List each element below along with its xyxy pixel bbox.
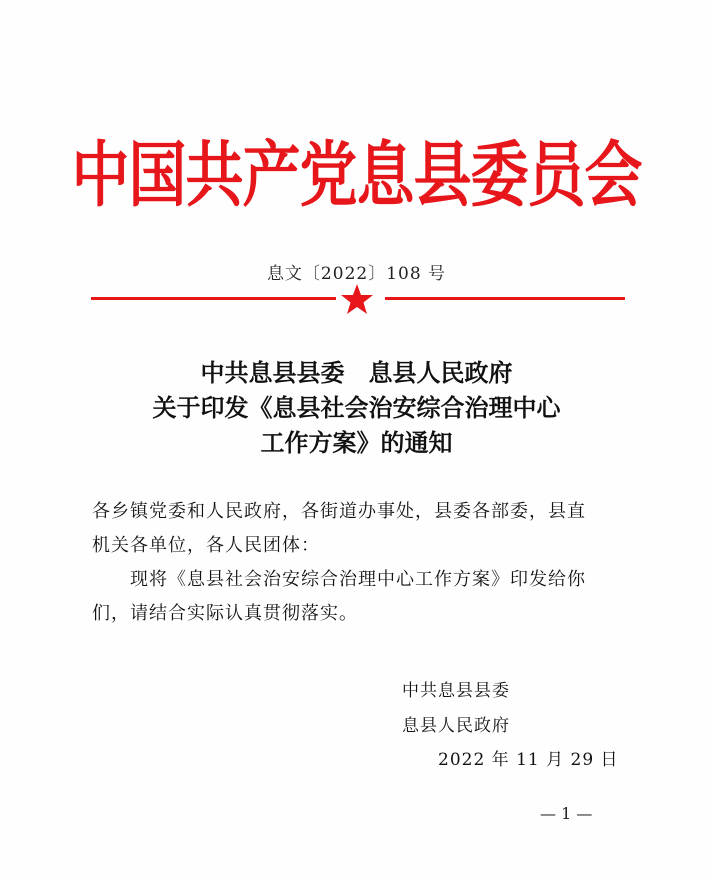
signer-government: 息县人民政府	[402, 716, 510, 736]
title-line-3: 工作方案》的通知	[260, 429, 453, 457]
addressee-line-2: 机关各单位，各人民团体：	[92, 535, 320, 556]
page-number: — 1 —	[540, 804, 593, 823]
red-divider-right	[385, 297, 625, 300]
title-line-2: 关于印发《息县社会治安综合治理中心	[152, 394, 561, 422]
content-line-1: 现将《息县社会治安综合治理中心工作方案》印发给你	[130, 569, 586, 590]
issue-date: 2022 年 11 月 29 日	[438, 750, 619, 770]
letterhead-org-name: 中国共产党息县委员会	[71, 133, 642, 217]
signer-party-committee: 中共息县县委	[402, 681, 510, 701]
star-icon	[340, 282, 374, 316]
addressee	[92, 495, 632, 563]
body-content	[92, 563, 632, 631]
content-line-2: 们，请结合实际认真贯彻落实。	[92, 603, 358, 624]
title-line-1: 中共息县县委 息县人民政府	[200, 359, 513, 387]
red-divider-left	[91, 297, 336, 300]
document-title	[0, 356, 713, 461]
addressee-line-1: 各乡镇党委和人民政府，各街道办事处，县委各部委，县直	[92, 501, 586, 522]
document-number: 息文〔2022〕108 号	[266, 264, 447, 284]
